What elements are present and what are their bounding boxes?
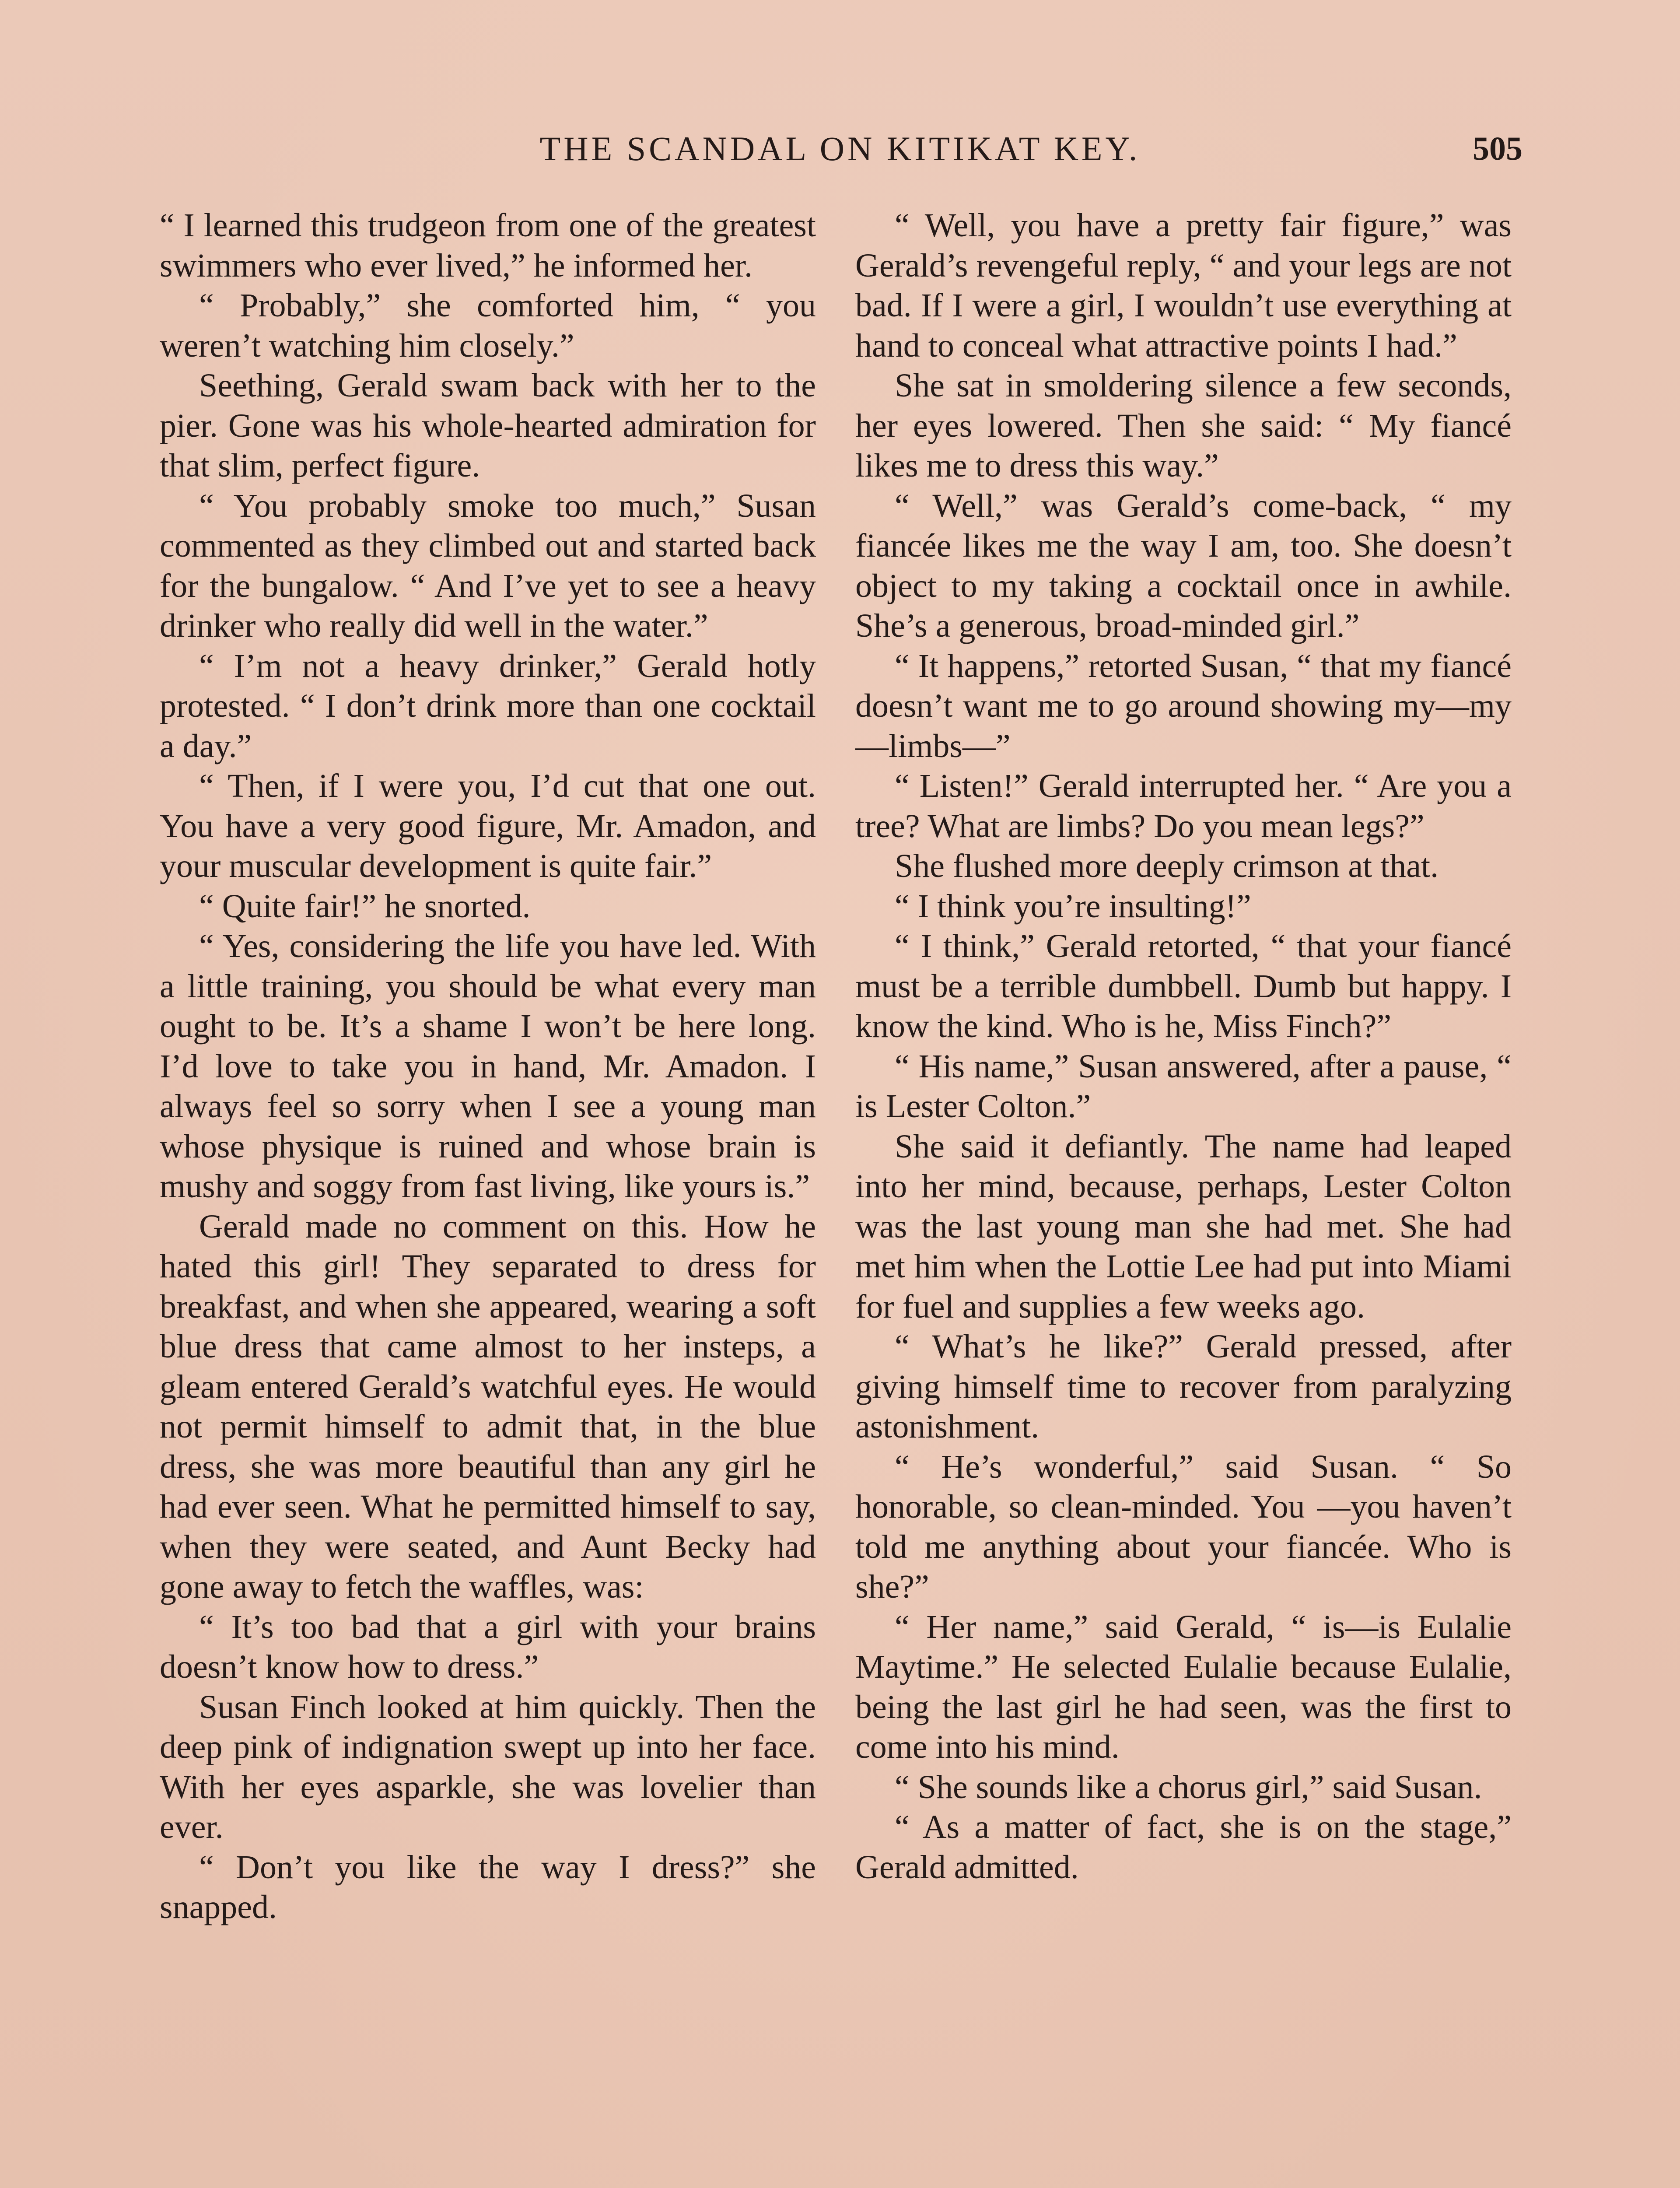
paragraph: “ Yes, considering the life you have led. With a little training, you should be what every man ought to be. It’s a shame I won’t be here long. I’d love to take you in hand, Mr. Amadon. I always feel so sorry when I see a young man whose physique is ruined and whose brain is mushy and soggy from fast living, like yours is.” [160, 928, 816, 1205]
running-title: THE SCANDAL ON KITIKAT KEY. [539, 130, 1141, 168]
paragraph: “ Well,” was Gerald’s come-back, “ my fiancée likes me the way I am, too. She doesn’t object to my taking a cocktail once in awhile. She’s a generous, broad-minded girl.” [855, 487, 1512, 644]
paragraph: She said it defiantly. The name had leaped into her mind, because, perhaps, Lester Colton was the last young man she had met. She had met him when the Lottie Lee had put into Miami for fuel and supplies a few weeks ago. [855, 1128, 1512, 1325]
right-column [855, 206, 1512, 1887]
paragraph: “ Quite fair!” he snorted. [199, 887, 531, 925]
paragraph: Susan Finch looked at him quickly. Then the deep pink of indignation swept up into her face. With her eyes asparkle, she was lovelier than ever. [160, 1688, 816, 1845]
paragraph: “ I’m not a heavy drinker,” Gerald hotly protested. “ I don’t drink more than one cocktail a day.” [160, 647, 816, 764]
paragraph: “ Then, if I were you, I’d cut that one out. You have a very good figure, Mr. Amadon, and your muscular development is quite fair.” [160, 768, 816, 884]
paragraph: Seething, Gerald swam back with her to the pier. Gone was his whole-hearted admiration for that slim, perfect figure. [160, 367, 816, 484]
paragraph: “ I learned this trudgeon from one of the greatest swimmers who ever lived,” he informed her. [160, 207, 816, 284]
paragraph: “ You probably smoke too much,” Susan commented as they climbed out and started back for the bungalow. “ And I’ve yet to see a heavy drinker who really did well in the water.” [160, 487, 816, 644]
paragraph: She flushed more deeply crimson at that. [895, 848, 1439, 884]
paragraph: “ Probably,” she comforted him, “ you weren’t watching him closely.” [160, 287, 816, 364]
paragraph: She sat in smoldering silence a few seconds, her eyes lowered. Then she said: “ My fiancé likes me to dress this way.” [855, 367, 1512, 484]
paragraph: “ Don’t you like the way I dress?” she snapped. [160, 1848, 816, 1925]
paragraph: “ He’s wonderful,” said Susan. “ So honorable, so clean-minded. You —you haven’t told me anything about your fiancée. Who is she?” [855, 1448, 1512, 1605]
paragraph: “ Her name,” said Gerald, “ is—is Eulalie Maytime.” He selected Eulalie because Eulalie, being the last girl he had seen, was the first to come into his mind. [855, 1608, 1512, 1765]
paragraph: “ It’s too bad that a girl with your brains doesn’t know how to dress.” [160, 1608, 816, 1685]
paragraph: “ Well, you have a pretty fair figure,” was Gerald’s revengeful reply, “ and your legs are not bad. If I were a girl, I wouldn’t use everything at hand to conceal what attractive points I had.” [855, 207, 1512, 364]
paragraph: Gerald made no comment on this. How he hated this girl! They separated to dress for breakfast, and when she appeared, wearing a soft blue dress that came almost to her insteps, a gleam entered Gerald’s watchful eyes. He would not permit himself to admit that, in the blue dress, she was more beautiful than any girl he had ever seen. What he permitted himself to say, when they were seated, and Aunt Becky had gone away to fetch the waffles, was: [160, 1208, 816, 1605]
paragraph: “ I think,” Gerald retorted, “ that your fiancé must be a terrible dumbbell. Dumb but happy. I know the kind. Who is he, Miss Finch?” [855, 928, 1512, 1045]
paragraph: “ She sounds like a chorus girl,” said Susan. [895, 1768, 1482, 1806]
paragraph: “ It happens,” retorted Susan, “ that my fiancé doesn’t want me to go around showing my—my—limbs—” [855, 647, 1512, 764]
paragraph: “ His name,” Susan answered, after a pause, “ is Lester Colton.” [855, 1048, 1512, 1125]
page-header [158, 125, 1522, 173]
paragraph: “ As a matter of fact, she is on the stage,” Gerald admitted. [855, 1809, 1512, 1886]
paragraph: “ What’s he like?” Gerald pressed, after giving himself time to recover from paralyzing astonishment. [855, 1328, 1512, 1445]
paragraph: “ I think you’re insulting!” [895, 887, 1251, 925]
left-column [160, 206, 816, 1928]
page-number: 505 [1473, 130, 1522, 167]
paragraph: “ Listen!” Gerald interrupted her. “ Are you a tree? What are limbs? Do you mean legs?” [855, 768, 1512, 845]
